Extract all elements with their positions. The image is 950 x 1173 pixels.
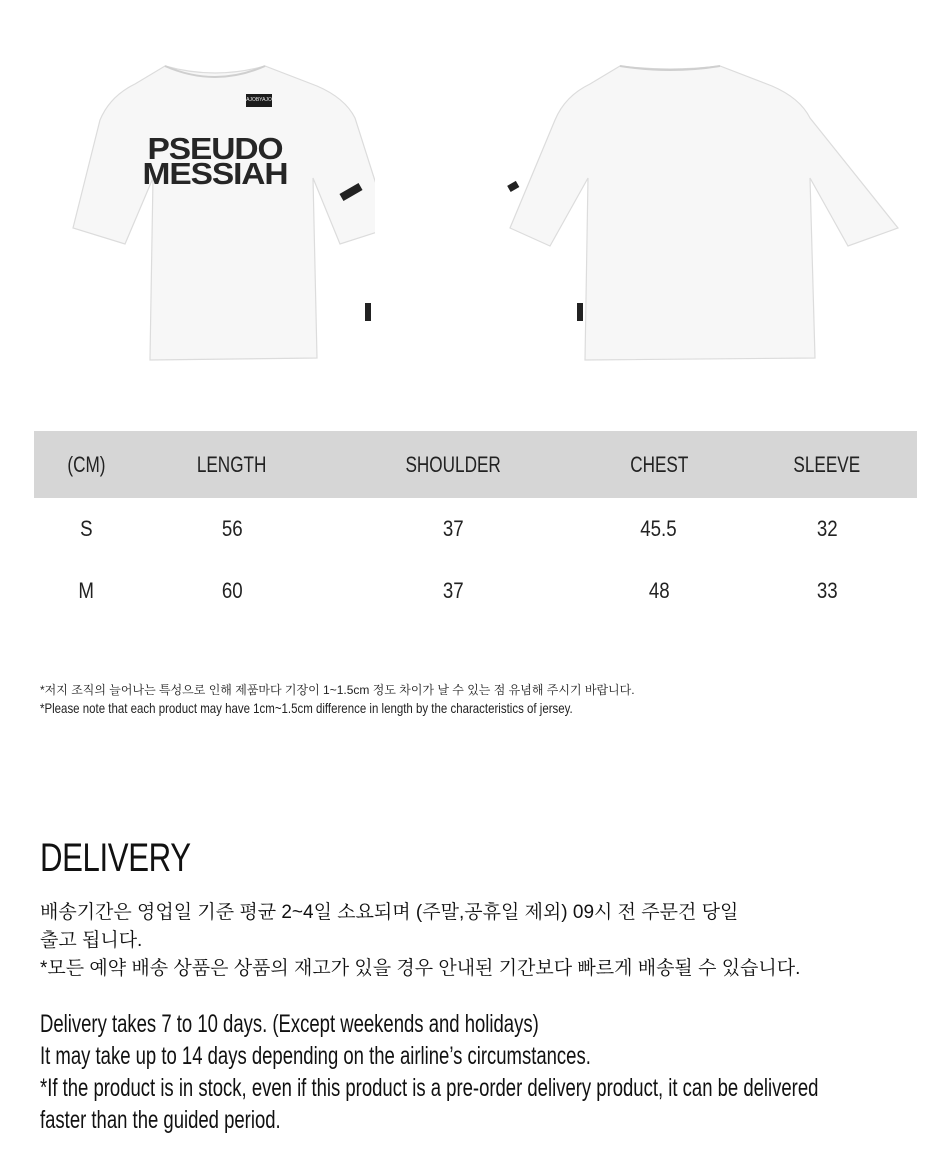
header-sleeve: SLEEVE — [737, 431, 917, 498]
sleeve-value: 32 — [816, 516, 838, 541]
tshirt-front-shape — [55, 58, 375, 368]
product-images — [0, 0, 950, 400]
header-length: LENGTH — [138, 431, 325, 498]
length-value: 56 — [221, 516, 243, 541]
chest-value: 45.5 — [640, 516, 677, 541]
size-label: M — [78, 578, 94, 603]
delivery-heading: DELIVERY — [40, 836, 191, 880]
size-note-english: *Please note that each product may have 1cm~1.5cm difference in length by the characteristics of jersey. — [40, 700, 573, 716]
size-note-korean: *저지 조직의 늘어나는 특성으로 인해 제품마다 기장이 1~1.5cm 정도 차이가 날 수 있는 점 유념해 주시기 바랍니다. — [40, 683, 635, 697]
sleeve-value: 33 — [816, 578, 838, 603]
delivery-korean-line: *모든 예약 배송 상품은 상품의 재고가 있을 경우 안내된 기간보다 빠르게 배송될 수 있습니다. — [40, 958, 801, 979]
length-value: 60 — [221, 578, 243, 603]
delivery-korean-line: 배송기간은 영업일 기준 평균 2~4일 소요되며 (주말,공휴일 제외) 09시 전 주문건 당일 — [40, 902, 739, 923]
header-chest: CHEST — [580, 431, 737, 498]
delivery-english-line: faster than the guided period. — [40, 1106, 281, 1134]
print-line-2: MESSIAH — [142, 156, 288, 191]
delivery-korean-line: 출고 됩니다. — [40, 930, 143, 951]
shoulder-value: 37 — [442, 578, 464, 603]
delivery-english-line: Delivery takes 7 to 10 days. (Except weekends and holidays) — [40, 1010, 539, 1038]
delivery-korean-text — [40, 899, 800, 983]
shoulder-value: 37 — [442, 516, 464, 541]
tshirt-back-shape — [500, 58, 900, 368]
delivery-english-line: *If the product is in stock, even if this product is a pre-order delivery product, it can be delivered — [40, 1074, 819, 1102]
table-row — [34, 498, 917, 560]
table-row — [34, 560, 917, 622]
neck-label: AJOBYAJO — [246, 94, 272, 107]
size-chart-table — [34, 431, 917, 622]
chest-value: 48 — [648, 578, 670, 603]
delivery-english-line: It may take up to 14 days depending on the airline’s circumstances. — [40, 1042, 591, 1070]
header-shoulder: SHOULDER — [325, 431, 580, 498]
print-line-1: PSEUDO — [147, 131, 283, 166]
header-cm: (CM) — [34, 431, 138, 498]
delivery-english-text — [40, 1008, 891, 1136]
tshirt-back-image — [500, 58, 900, 368]
size-chart-header-row — [34, 431, 917, 498]
size-label: S — [79, 516, 93, 541]
tshirt-front-image — [55, 58, 375, 368]
